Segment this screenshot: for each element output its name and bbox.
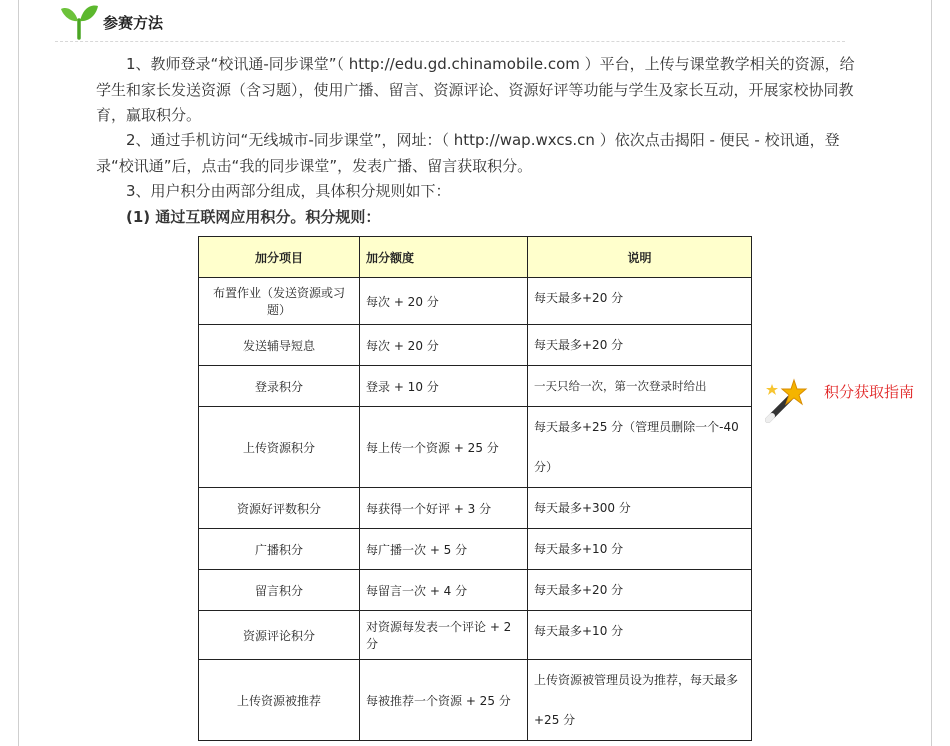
cell-description: 每天最多+20 分	[528, 278, 752, 325]
paragraph-3	[96, 179, 864, 205]
cell-item: 布置作业（发送资源或习题）	[199, 278, 360, 325]
sprout-icon	[59, 2, 99, 40]
header-amount: 加分额度	[360, 237, 528, 278]
cell-amount: 每上传一个资源 + 25 分	[360, 407, 528, 488]
table-row	[199, 611, 752, 660]
cell-amount: 每广播一次 + 5 分	[360, 529, 528, 570]
cell-description: 每天最多+10 分	[528, 529, 752, 570]
header-item: 加分项目	[199, 237, 360, 278]
section-title: 参赛方法	[103, 14, 164, 32]
cell-amount: 每留言一次 + 4 分	[360, 570, 528, 611]
page-frame-left	[18, 0, 19, 746]
cell-description: 每天最多+20 分	[528, 570, 752, 611]
cell-item: 上传资源积分	[199, 407, 360, 488]
table-row	[199, 325, 752, 366]
magic-wand-icon	[762, 376, 812, 426]
points-guide-label[interactable]: 积分获取指南	[824, 383, 915, 401]
paragraph-2	[96, 128, 864, 179]
cell-item: 广播积分	[199, 529, 360, 570]
cell-item: 登录积分	[199, 366, 360, 407]
cell-item: 发送辅导短息	[199, 325, 360, 366]
cell-amount: 每获得一个好评 + 3 分	[360, 488, 528, 529]
header-divider	[55, 41, 845, 42]
cell-amount: 每次 + 20 分	[360, 278, 528, 325]
paragraph-3-text: 3、用户积分由两部分组成，具体积分规则如下：	[126, 182, 451, 200]
cell-description: 上传资源被管理员设为推荐，每天最多+25 分	[528, 660, 752, 741]
cell-description: 每天最多+25 分（管理员删除一个-40 分）	[528, 407, 752, 488]
table-row	[199, 366, 752, 407]
cell-description: 每天最多+300 分	[528, 488, 752, 529]
cell-amount: 每被推荐一个资源 + 25 分	[360, 660, 528, 741]
cell-amount: 对资源每发表一个评论 + 2 分	[360, 611, 528, 660]
cell-description: 每天最多+20 分	[528, 325, 752, 366]
header-description: 说明	[528, 237, 752, 278]
points-rules-table	[198, 236, 752, 741]
section-header	[55, 2, 845, 40]
table-row	[199, 570, 752, 611]
table-row	[199, 488, 752, 529]
cell-item: 资源好评数积分	[199, 488, 360, 529]
cell-description: 每天最多+10 分	[528, 611, 752, 660]
table-row	[199, 407, 752, 488]
table-row	[199, 529, 752, 570]
cell-item: 留言积分	[199, 570, 360, 611]
paragraph-1	[96, 52, 864, 129]
cell-item: 资源评论积分	[199, 611, 360, 660]
table-row	[199, 660, 752, 741]
page-frame-right	[931, 0, 932, 746]
table-row	[199, 278, 752, 325]
paragraph-2-text: 2、通过手机访问“无线城市-同步课堂”，网址：（ http://wap.wxcs.cn ）依次点击揭阳 - 便民 - 校讯通，登录“校讯通”后，点击“我的同步课堂”，发表广播、留言获取积分。	[96, 131, 840, 175]
points-guide-link[interactable]	[762, 376, 932, 426]
cell-amount: 登录 + 10 分	[360, 366, 528, 407]
cell-description: 一天只给一次，第一次登录时给出	[528, 366, 752, 407]
subheading-internet-rules: (1) 通过互联网应用积分。积分规则：	[126, 208, 381, 226]
paragraph-1-text: 1、教师登录“校讯通-同步课堂”（ http://edu.gd.chinamobile.com ）平台，上传与课堂教学相关的资源，给学生和家长发送资源（含习题），使用广播、留言、资源评论、资源好评等功能与学生及家长互动，开展家校协同教育，赢取积分。	[96, 55, 855, 124]
cell-item: 上传资源被推荐	[199, 660, 360, 741]
cell-amount: 每次 + 20 分	[360, 325, 528, 366]
table-header-row	[199, 237, 752, 278]
